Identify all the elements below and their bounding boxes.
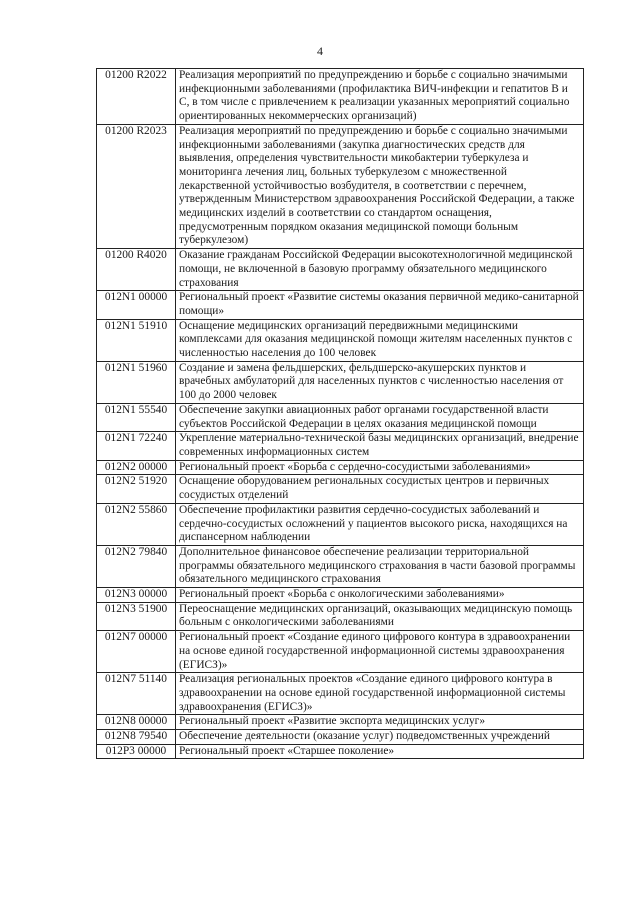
table-row [97,69,584,125]
row-description: Реализация мероприятий по предупреждению и борьбе с социально значимыми инфекционными заболеваниями (профилактика ВИЧ-инфекции и гепатитов В и С, в том числе с привлечением к реализации указанных мероприятий социально ориентированных некоммерческих организаций) [176,69,584,125]
row-code: 012N1 55540 [97,403,176,431]
row-description: Переоснащение медицинских организаций, оказывающих медицинскую помощь больным с онкологическими заболеваниями [176,602,584,630]
row-description: Дополнительное финансовое обеспечение реализации территориальной программы обязательного медицинского страхования в части базовой программы обязательного медицинского страхования [176,545,584,587]
row-code: 012N8 00000 [97,715,176,730]
table-row [97,249,584,291]
table-row [97,475,584,503]
row-description: Реализация мероприятий по предупреждению и борьбе с социально значимыми инфекционными заболеваниями (закупка диагностических средств для выявления, определения чувствительности микобактерии туберкулеза и мониторинга лечения лиц, больных туберкулезом с множественной лекарственной устойчивостью возбудителя, в соответствии с перечнем, утвержденным Министерством здравоохранения Российской Федерации, а также медицинских изделий в соответствии со стандартом оснащения, предусмотренным порядком оказания медицинской помощи больным туберкулезом) [176,124,584,248]
row-description: Региональный проект «Старшее поколение» [176,744,584,759]
budget-code-table [96,68,584,759]
row-description: Региональный проект «Создание единого цифрового контура в здравоохранении на основе единой государственной информационной системы здравоохранения (ЕГИСЗ)» [176,631,584,673]
row-code: 012P3 00000 [97,744,176,759]
row-description: Обеспечение профилактики развития сердечно-сосудистых заболеваний и сердечно-сосудистых осложнений у пациентов высокого риска, находящихся на диспансерном наблюдении [176,503,584,545]
row-code: 012N2 00000 [97,460,176,475]
table-row [97,631,584,673]
page-number: 4 [317,44,323,58]
row-code: 012N2 51920 [97,475,176,503]
row-code: 01200 R4020 [97,249,176,291]
table-row [97,602,584,630]
row-description: Региональный проект «Борьба с онкологическими заболеваниями» [176,588,584,603]
row-description: Обеспечение закупки авиационных работ органами государственной власти субъектов Российской Федерации в целях оказания медицинской помощи [176,403,584,431]
table-row [97,361,584,403]
row-code: 012N1 00000 [97,291,176,319]
table-row [97,291,584,319]
row-code: 012N2 55860 [97,503,176,545]
row-description: Оказание гражданам Российской Федерации высокотехнологичной медицинской помощи, не включенной в базовую программу обязательного медицинского страхования [176,249,584,291]
table-row [97,744,584,759]
table-row [97,673,584,715]
row-description: Региональный проект «Развитие экспорта медицинских услуг» [176,715,584,730]
table-row [97,588,584,603]
table-row [97,503,584,545]
row-code: 012N7 00000 [97,631,176,673]
table-row [97,545,584,587]
table-row [97,124,584,248]
table-row [97,715,584,730]
table-row [97,319,584,361]
row-description: Создание и замена фельдшерских, фельдшерско-акушерских пунктов и врачебных амбулаторий для населенных пунктов с численностью населения от 100 до 2000 человек [176,361,584,403]
row-description: Укрепление материально-технической базы медицинских организаций, внедрение современных информационных систем [176,432,584,460]
row-code: 012N7 51140 [97,673,176,715]
row-code: 01200 R2023 [97,124,176,248]
table-row [97,460,584,475]
table-row [97,403,584,431]
row-description: Оснащение медицинских организаций передвижными медицинскими комплексами для оказания медицинской помощи жителям населенных пунктов с численностью населения до 100 человек [176,319,584,361]
table-row [97,432,584,460]
row-code: 012N1 51910 [97,319,176,361]
table-row [97,730,584,745]
row-code: 012N3 00000 [97,588,176,603]
row-description: Реализация региональных проектов «Создание единого цифрового контура в здравоохранении на основе единой государственной информационной системы здравоохранения (ЕГИСЗ)» [176,673,584,715]
row-description: Обеспечение деятельности (оказание услуг) подведомственных учреждений [176,730,584,745]
row-code: 01200 R2022 [97,69,176,125]
row-description: Региональный проект «Развитие системы оказания первичной медико-санитарной помощи» [176,291,584,319]
row-description: Оснащение оборудованием региональных сосудистых центров и первичных сосудистых отделений [176,475,584,503]
row-description: Региональный проект «Борьба с сердечно-сосудистыми заболеваниями» [176,460,584,475]
row-code: 012N2 79840 [97,545,176,587]
row-code: 012N3 51900 [97,602,176,630]
row-code: 012N8 79540 [97,730,176,745]
row-code: 012N1 51960 [97,361,176,403]
row-code: 012N1 72240 [97,432,176,460]
